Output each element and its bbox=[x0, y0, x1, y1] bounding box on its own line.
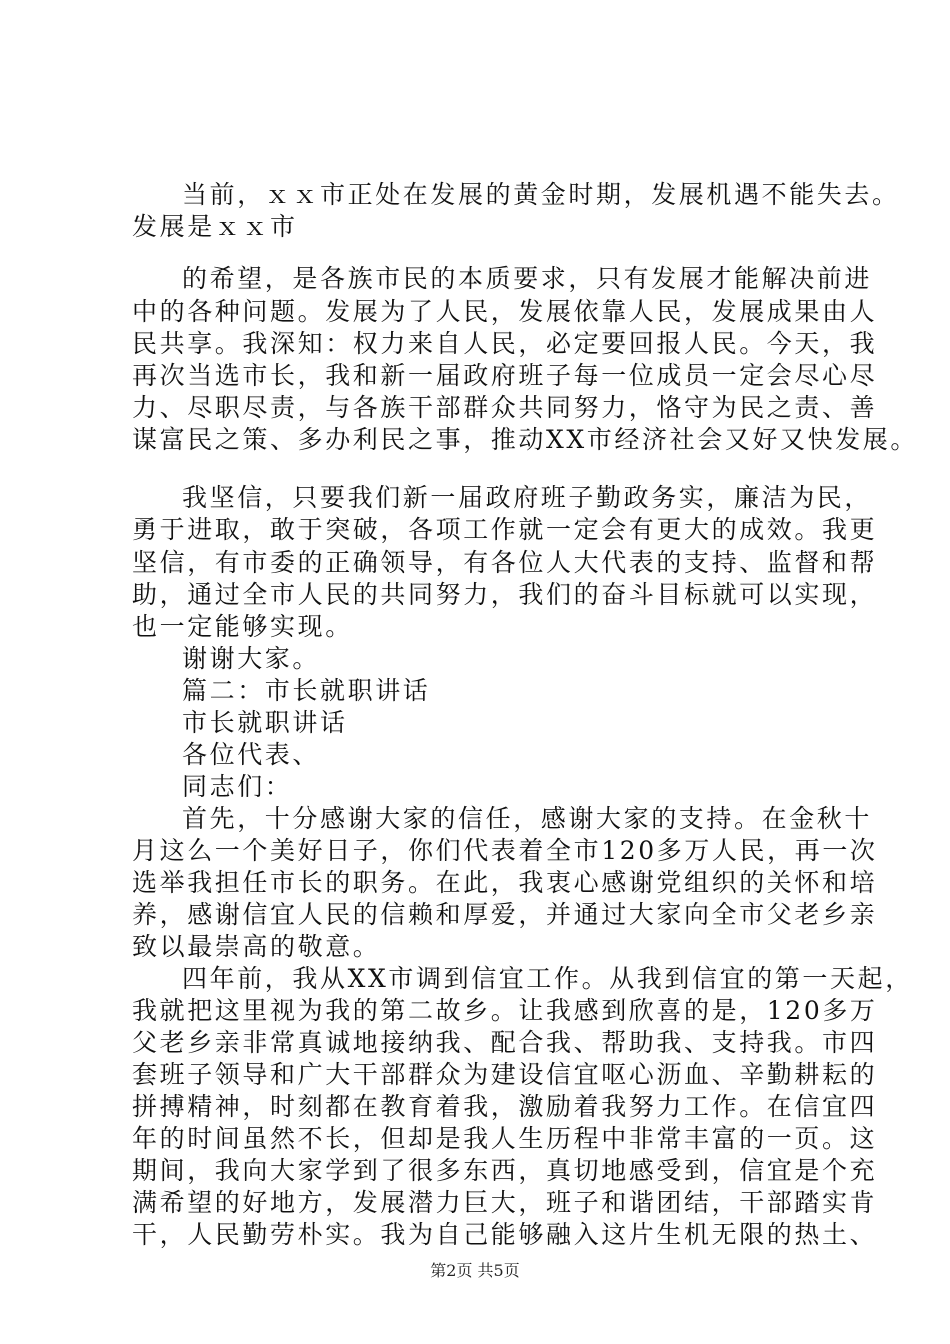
text-line: 发展是ｘｘ市 bbox=[132, 212, 298, 241]
text-line: 助，通过全市人民的共同努力，我们的奋斗目标就可以实现， bbox=[132, 580, 878, 609]
text-line: 月这么一个美好日子，你们代表着全市120多万人民，再一次 bbox=[132, 836, 878, 865]
text-line: 满希望的好地方，发展潜力巨大，班子和谐团结，干部踏实肯 bbox=[132, 1188, 878, 1217]
text-line: 年的时间虽然不长，但却是我人生历程中非常丰富的一页。这 bbox=[132, 1124, 878, 1153]
text-line: 力、尽职尽责，与各族干部群众共同努力，恪守为民之责、善 bbox=[132, 393, 878, 422]
text-line: 首先，十分感谢大家的信任，感谢大家的支持。在金秋十 bbox=[182, 804, 873, 833]
text-line: 养，感谢信宜人民的信赖和厚爱，并通过大家向全市父老乡亲 bbox=[132, 900, 878, 929]
section-title: 篇二：市长就职讲话 bbox=[182, 676, 431, 705]
text-line: 致以最崇高的敬意。 bbox=[132, 932, 381, 961]
text-line: 当前，ｘｘ市正处在发展的黄金时期，发展机遇不能失去。 bbox=[182, 180, 900, 209]
text-line: 也一定能够实现。 bbox=[132, 612, 353, 641]
text-line: 谋富民之策、多办利民之事，推动XX市经济社会又好又快发展。 bbox=[132, 425, 918, 454]
text-line: 我坚信，只要我们新一届政府班子勤政务实，廉洁为民， bbox=[182, 483, 873, 512]
text-line: 我就把这里视为我的第二故乡。让我感到欣喜的是，120多万 bbox=[132, 996, 878, 1025]
text-line: 拼搏精神，时刻都在教育着我，激励着我努力工作。在信宜四 bbox=[132, 1092, 878, 1121]
page-footer: 第2页 共5页 bbox=[430, 1261, 520, 1280]
text-line: 勇于进取，敢于突破，各项工作就一定会有更大的成效。我更 bbox=[132, 515, 878, 544]
text-line: 谢谢大家。 bbox=[182, 644, 321, 673]
text-line: 期间，我向大家学到了很多东西，真切地感受到，信宜是个充 bbox=[132, 1156, 878, 1185]
text-line: 再次当选市长，我和新一届政府班子每一位成员一定会尽心尽 bbox=[132, 361, 878, 390]
text-line: 父老乡亲非常真诚地接纳我、配合我、帮助我、支持我。市四 bbox=[132, 1028, 878, 1057]
text-line: 坚信，有市委的正确领导，有各位人大代表的支持、监督和帮 bbox=[132, 548, 878, 577]
speech-title: 市长就职讲话 bbox=[182, 708, 348, 737]
text-line: 民共享。我深知：权力来自人民，必定要回报人民。今天，我 bbox=[132, 329, 878, 358]
text-line: 选举我担任市长的职务。在此，我衷心感谢党组织的关怀和培 bbox=[132, 868, 878, 897]
salutation-line: 同志们： bbox=[182, 772, 293, 801]
text-line: 中的各种问题。发展为了人民，发展依靠人民，发展成果由人 bbox=[132, 297, 878, 326]
text-line: 四年前，我从XX市调到信宜工作。从我到信宜的第一天起， bbox=[182, 964, 913, 993]
text-line: 的希望，是各族市民的本质要求，只有发展才能解决前进 bbox=[182, 264, 873, 293]
text-line: 套班子领导和广大干部群众为建设信宜呕心沥血、辛勤耕耘的 bbox=[132, 1060, 878, 1089]
salutation-line: 各位代表、 bbox=[182, 740, 321, 769]
text-line: 干，人民勤劳朴实。我为自己能够融入这片生机无限的热土、 bbox=[132, 1220, 878, 1249]
